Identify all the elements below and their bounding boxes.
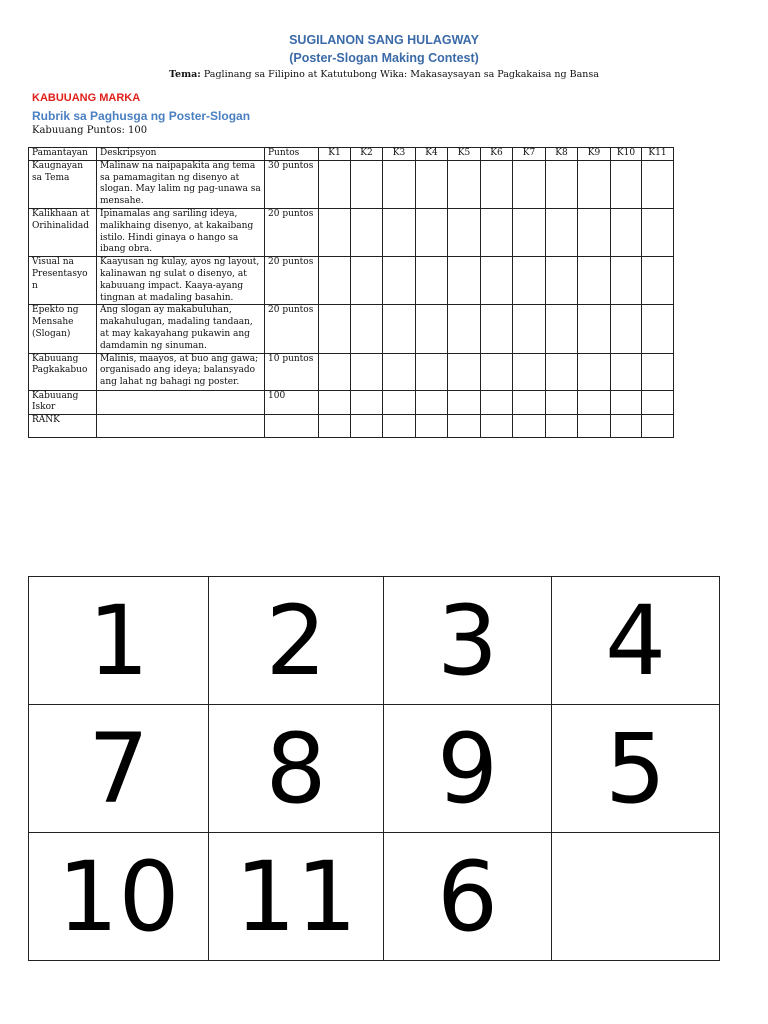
points-cell: 20 puntos xyxy=(265,257,319,305)
score-cell-k4 xyxy=(416,353,448,390)
description-cell xyxy=(97,415,265,438)
score-cell-k10 xyxy=(611,305,642,353)
description-cell: Malinis, maayos, at buo ang gawa; organisado ang ideya; balansyado ang lahat ng bahagi ng poster. xyxy=(97,353,265,390)
points-cell: 30 puntos xyxy=(265,160,319,208)
criterion-cell: RANK xyxy=(29,415,97,438)
score-cell-k4 xyxy=(416,305,448,353)
score-cell-k2 xyxy=(351,353,383,390)
grid-number-cell: 3 xyxy=(384,577,552,705)
header-k1: K1 xyxy=(319,148,351,161)
grid-row xyxy=(29,577,720,705)
header-k11: K11 xyxy=(642,148,674,161)
score-cell-k7 xyxy=(513,415,546,438)
score-cell-k6 xyxy=(481,208,513,256)
score-cell-k9 xyxy=(578,353,611,390)
score-cell-k10 xyxy=(611,257,642,305)
rubric-row xyxy=(29,390,674,415)
points-cell: 20 puntos xyxy=(265,208,319,256)
header-pamantayan: Pamantayan xyxy=(29,148,97,161)
score-cell-k7 xyxy=(513,353,546,390)
description-cell: Kaayusan ng kulay, ayos ng layout, kalinawan ng sulat o disenyo, at kabuuang impact. Kaaya-ayang tingnan at madaling basahin. xyxy=(97,257,265,305)
score-cell-k4 xyxy=(416,415,448,438)
score-cell-k9 xyxy=(578,208,611,256)
score-cell-k8 xyxy=(546,208,578,256)
header-k5: K5 xyxy=(448,148,481,161)
rubric-table xyxy=(28,147,674,438)
points-cell: 20 puntos xyxy=(265,305,319,353)
score-cell-k5 xyxy=(448,160,481,208)
score-cell-k3 xyxy=(383,257,416,305)
score-cell-k6 xyxy=(481,257,513,305)
grid-number-cell: 1 xyxy=(29,577,209,705)
grid-number-cell: 4 xyxy=(552,577,720,705)
points-cell: 100 xyxy=(265,390,319,415)
grid-number-cell: 7 xyxy=(29,705,209,833)
score-cell-k6 xyxy=(481,353,513,390)
points-cell xyxy=(265,415,319,438)
score-cell-k8 xyxy=(546,353,578,390)
score-cell-k2 xyxy=(351,257,383,305)
score-cell-k5 xyxy=(448,208,481,256)
score-cell-k4 xyxy=(416,390,448,415)
rubric-row xyxy=(29,415,674,438)
header-k8: K8 xyxy=(546,148,578,161)
document-title: SUGILANON SANG HULAGWAY xyxy=(289,33,479,47)
score-cell-k11 xyxy=(642,160,674,208)
score-cell-k10 xyxy=(611,390,642,415)
score-cell-k1 xyxy=(319,415,351,438)
tema-text: Paglinang sa Filipino at Katutubong Wika: Makasaysayan sa Pagkakaisa ng Bansa xyxy=(200,69,599,80)
score-cell-k9 xyxy=(578,257,611,305)
score-cell-k11 xyxy=(642,415,674,438)
score-cell-k8 xyxy=(546,305,578,353)
score-cell-k3 xyxy=(383,390,416,415)
score-cell-k3 xyxy=(383,415,416,438)
grid-number-cell: 8 xyxy=(209,705,384,833)
score-cell-k11 xyxy=(642,257,674,305)
score-cell-k11 xyxy=(642,353,674,390)
criterion-cell: Kaugnayan sa Tema xyxy=(29,160,97,208)
rubric-row xyxy=(29,208,674,256)
document-subtitle: (Poster-Slogan Making Contest) xyxy=(289,51,479,65)
score-cell-k10 xyxy=(611,415,642,438)
tema-label: Tema: xyxy=(169,69,201,80)
score-cell-k2 xyxy=(351,305,383,353)
score-cell-k9 xyxy=(578,390,611,415)
grid-number-cell: 11 xyxy=(209,833,384,961)
score-cell-k1 xyxy=(319,353,351,390)
score-cell-k6 xyxy=(481,160,513,208)
rubric-row xyxy=(29,353,674,390)
rubric-header-row xyxy=(29,148,674,161)
score-cell-k7 xyxy=(513,208,546,256)
rubric-row xyxy=(29,305,674,353)
score-cell-k8 xyxy=(546,390,578,415)
grid-number-cell xyxy=(552,833,720,961)
score-cell-k7 xyxy=(513,390,546,415)
score-cell-k2 xyxy=(351,390,383,415)
score-cell-k3 xyxy=(383,353,416,390)
description-cell: Ang slogan ay makabuluhan, makahulugan, madaling tandaan, at may kakayahang pukawin ang damdamin ng sinuman. xyxy=(97,305,265,353)
score-cell-k4 xyxy=(416,257,448,305)
rubric-row xyxy=(29,160,674,208)
description-cell: Ipinamalas ang sariling ideya, malikhaing disenyo, at kakaibang istilo. Hindi ginaya o hango sa ibang obra. xyxy=(97,208,265,256)
tema-line xyxy=(0,69,768,80)
criterion-cell: Kalikhaan at Orihinalidad xyxy=(29,208,97,256)
score-cell-k3 xyxy=(383,160,416,208)
score-cell-k10 xyxy=(611,208,642,256)
grid-number-cell: 9 xyxy=(384,705,552,833)
score-cell-k9 xyxy=(578,415,611,438)
score-cell-k10 xyxy=(611,160,642,208)
header-k4: K4 xyxy=(416,148,448,161)
rubric-row xyxy=(29,257,674,305)
score-cell-k5 xyxy=(448,305,481,353)
header-k3: K3 xyxy=(383,148,416,161)
score-cell-k3 xyxy=(383,208,416,256)
score-cell-k2 xyxy=(351,415,383,438)
header-deskripsyon: Deskripsyon xyxy=(97,148,265,161)
score-cell-k4 xyxy=(416,160,448,208)
score-cell-k5 xyxy=(448,257,481,305)
score-cell-k11 xyxy=(642,208,674,256)
score-cell-k2 xyxy=(351,160,383,208)
score-cell-k6 xyxy=(481,390,513,415)
grid-number-cell: 5 xyxy=(552,705,720,833)
grid-number-cell: 2 xyxy=(209,577,384,705)
header-k9: K9 xyxy=(578,148,611,161)
score-cell-k6 xyxy=(481,305,513,353)
criterion-cell: Visual na Presentasyo n xyxy=(29,257,97,305)
score-cell-k11 xyxy=(642,390,674,415)
score-cell-k9 xyxy=(578,305,611,353)
description-cell xyxy=(97,390,265,415)
header-k6: K6 xyxy=(481,148,513,161)
grid-number-cell: 10 xyxy=(29,833,209,961)
points-cell: 10 puntos xyxy=(265,353,319,390)
score-cell-k1 xyxy=(319,390,351,415)
score-cell-k6 xyxy=(481,415,513,438)
header-k7: K7 xyxy=(513,148,546,161)
score-cell-k1 xyxy=(319,305,351,353)
score-cell-k3 xyxy=(383,305,416,353)
grid-row xyxy=(29,705,720,833)
rubric-title: Rubrik sa Paghusga ng Poster-Slogan xyxy=(32,109,251,123)
score-cell-k11 xyxy=(642,305,674,353)
total-points-note: Kabuuang Puntos: 100 xyxy=(32,125,148,136)
header-puntos: Puntos xyxy=(265,148,319,161)
score-cell-k10 xyxy=(611,353,642,390)
score-cell-k2 xyxy=(351,208,383,256)
kabuuang-marka-heading: KABUUANG MARKA xyxy=(32,92,141,104)
score-cell-k5 xyxy=(448,353,481,390)
score-cell-k4 xyxy=(416,208,448,256)
number-grid xyxy=(28,576,720,961)
description-cell: Malinaw na naipapakita ang tema sa pamamagitan ng disenyo at slogan. May lalim ng pag-unawa sa mensahe. xyxy=(97,160,265,208)
header-k2: K2 xyxy=(351,148,383,161)
score-cell-k7 xyxy=(513,305,546,353)
grid-row xyxy=(29,833,720,961)
criterion-cell: Epekto ng Mensahe (Slogan) xyxy=(29,305,97,353)
score-cell-k8 xyxy=(546,160,578,208)
score-cell-k9 xyxy=(578,160,611,208)
criterion-cell: Kabuuang Iskor xyxy=(29,390,97,415)
score-cell-k7 xyxy=(513,257,546,305)
score-cell-k1 xyxy=(319,257,351,305)
score-cell-k8 xyxy=(546,415,578,438)
header-k10: K10 xyxy=(611,148,642,161)
score-cell-k5 xyxy=(448,390,481,415)
criterion-cell: Kabuuang Pagkakabuo xyxy=(29,353,97,390)
score-cell-k1 xyxy=(319,160,351,208)
grid-number-cell: 6 xyxy=(384,833,552,961)
score-cell-k1 xyxy=(319,208,351,256)
score-cell-k7 xyxy=(513,160,546,208)
score-cell-k8 xyxy=(546,257,578,305)
score-cell-k5 xyxy=(448,415,481,438)
